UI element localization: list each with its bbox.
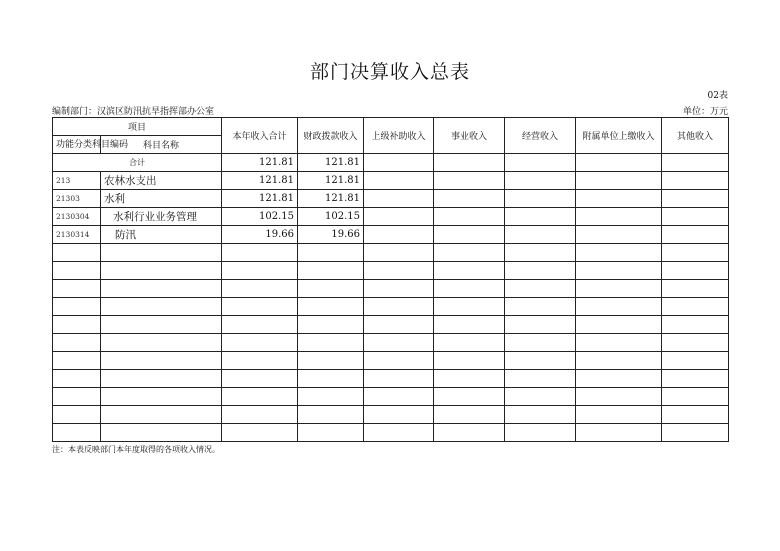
cell-superior — [364, 226, 434, 244]
cell-operating — [505, 208, 576, 226]
header-col-other: 其他收入 — [662, 118, 729, 154]
cell-subsidiary — [576, 154, 662, 172]
cell-business — [434, 208, 505, 226]
cell-fiscal: 19.66 — [298, 226, 364, 244]
header-item: 项目 — [53, 118, 222, 136]
department-label: 编制部门：汉滨区防汛抗旱指挥部办公室 — [52, 107, 215, 117]
cell-operating — [505, 154, 576, 172]
header-col-business: 事业收入 — [434, 118, 505, 154]
empty-row — [53, 280, 729, 298]
empty-row — [53, 244, 729, 262]
cell-subsidiary — [576, 208, 662, 226]
cell-other — [662, 172, 729, 190]
cell-total: 121.81 — [222, 172, 298, 190]
cell-business — [434, 226, 505, 244]
empty-row — [53, 424, 729, 442]
cell-business — [434, 172, 505, 190]
cell-fiscal: 121.81 — [298, 172, 364, 190]
row-name: 合计 — [53, 154, 222, 172]
cell-other — [662, 208, 729, 226]
cell-total: 121.81 — [222, 190, 298, 208]
row-name: 农林水支出 — [101, 172, 222, 190]
table-row — [53, 208, 729, 226]
table-row — [53, 190, 729, 208]
cell-subsidiary — [576, 172, 662, 190]
cell-other — [662, 226, 729, 244]
empty-row — [53, 298, 729, 316]
empty-row — [53, 334, 729, 352]
empty-row — [53, 352, 729, 370]
row-name: 防汛 — [101, 226, 222, 244]
footnote: 注：本表反映部门本年度取得的各项收入情况。 — [52, 445, 220, 454]
header-func-code: 功能分类科目编码 — [53, 136, 101, 154]
cell-superior — [364, 172, 434, 190]
row-name: 水利 — [101, 190, 222, 208]
cell-operating — [505, 172, 576, 190]
report-title: 部门决算收入总表 — [309, 61, 470, 83]
form-code: 02表 — [707, 91, 728, 101]
header-col-operating: 经营收入 — [505, 118, 576, 154]
cell-total: 102.15 — [222, 208, 298, 226]
table-row — [53, 172, 729, 190]
empty-row — [53, 388, 729, 406]
empty-row — [53, 406, 729, 424]
cell-other — [662, 154, 729, 172]
cell-superior — [364, 208, 434, 226]
cell-business — [434, 154, 505, 172]
cell-total: 121.81 — [222, 154, 298, 172]
header-col-superior: 上级补助收入 — [364, 118, 434, 154]
header-col-total: 本年收入合计 — [222, 118, 298, 154]
cell-fiscal: 121.81 — [298, 154, 364, 172]
row-code: 2130314 — [53, 226, 101, 244]
cell-subsidiary — [576, 190, 662, 208]
cell-total: 19.66 — [222, 226, 298, 244]
table-row-total — [53, 154, 729, 172]
row-name: 水利行业业务管理 — [101, 208, 222, 226]
cell-operating — [505, 190, 576, 208]
cell-subsidiary — [576, 226, 662, 244]
row-code: 213 — [53, 172, 101, 190]
header-subject-name: 科目名称 — [101, 136, 222, 154]
empty-row — [53, 262, 729, 280]
header-col-fiscal: 财政拨款收入 — [298, 118, 364, 154]
cell-fiscal: 102.15 — [298, 208, 364, 226]
cell-fiscal: 121.81 — [298, 190, 364, 208]
row-code: 21303 — [53, 190, 101, 208]
cell-operating — [505, 226, 576, 244]
income-summary-table — [52, 117, 729, 442]
cell-superior — [364, 154, 434, 172]
row-code: 2130304 — [53, 208, 101, 226]
empty-row — [53, 370, 729, 388]
unit-label: 单位：万元 — [682, 107, 728, 117]
header-col-subsidiary: 附属单位上缴收入 — [576, 118, 662, 154]
cell-other — [662, 190, 729, 208]
empty-row — [53, 316, 729, 334]
cell-business — [434, 190, 505, 208]
cell-superior — [364, 190, 434, 208]
table-row — [53, 226, 729, 244]
